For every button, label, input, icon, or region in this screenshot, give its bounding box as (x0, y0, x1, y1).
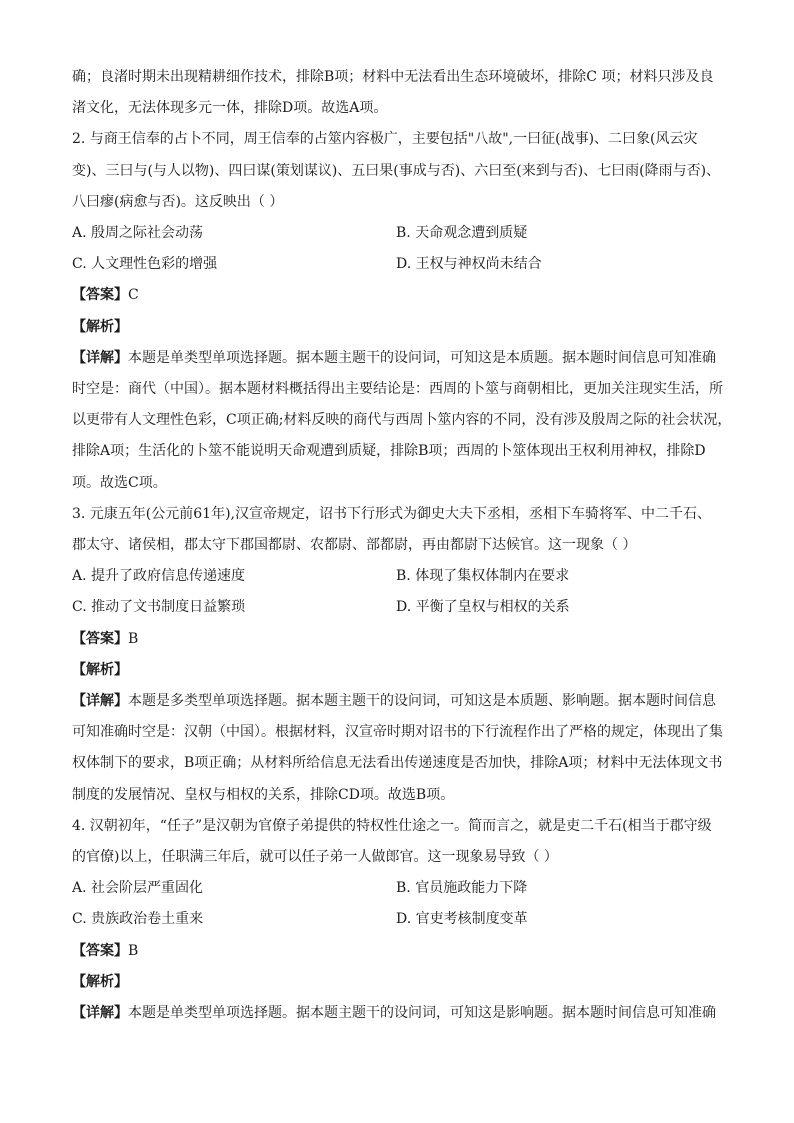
options-row (72, 592, 732, 623)
answer-line (72, 280, 732, 311)
answer-line (72, 936, 732, 967)
detail-line (72, 686, 732, 717)
option-b: B. 体现了集权体制内在要求 (396, 568, 570, 585)
detail-tag: 【详解】 (72, 1005, 128, 1022)
question-3 (72, 499, 732, 811)
detail-line: 权体制下的要求，B项正确；从材料所给信息无法看出传递速度是否加快，排除A项；材料中无法体现文书 (72, 755, 723, 772)
detail-line (72, 343, 732, 374)
question-stem-line: 2. 与商王信奉的占卜不同，周王信奉的占筮内容极广，主要包括"八故",一曰征(战事)、二曰象(风云灾 (72, 131, 698, 148)
option-c: C. 推动了文书制度日益繁琐 (72, 599, 246, 616)
detail-tag: 【详解】 (72, 349, 128, 366)
options-row (72, 249, 732, 280)
detail-line: 可知准确时空是：汉朝（中国）。根据材料，汉宣帝时期对诏书的下行流程作出了严格的规定，体现出了集 (72, 724, 723, 741)
analysis-heading (72, 967, 732, 998)
options-row (72, 904, 732, 935)
detail-line: 时空是：商代（中国）。据本题材料概括得出主要结论是：西周的卜筮与商朝相比，更加关注现实生活，所 (72, 381, 723, 398)
option-d: D. 平衡了皇权与相权的关系 (396, 599, 570, 616)
detail-line (72, 998, 732, 1029)
text-line: 渚文化，无法体现多元一体，排除D项。故选A项。 (72, 100, 388, 117)
option-c: C. 人文理性色彩的增强 (72, 256, 218, 273)
options-row (72, 218, 732, 249)
answer-value: B (128, 942, 139, 959)
question-stem-line: 八曰瘳(病愈与否)。这反映出（ ） (72, 193, 284, 210)
question-stem-line: 变)、三曰与(与人以物)、四曰谋(策划谋议)、五曰果(事成与否)、六曰至(来到与否)、七曰雨(降雨与否)、 (72, 162, 721, 179)
analysis-heading (72, 312, 732, 343)
question-1-explanation-tail (72, 62, 732, 124)
options-row (72, 873, 732, 904)
detail-line: 制度的发展情况、皇权与相权的关系，排除CD项。故选B项。 (72, 786, 455, 803)
option-a: A. 社会阶层严重固化 (72, 880, 204, 897)
answer-value: C (128, 287, 139, 304)
analysis-tag: 【解析】 (72, 973, 128, 990)
question-stem-line: 的官僚)以上，任职满三年后，就可以任子弟一人做郎官。这一现象易导致（ ） (72, 849, 558, 866)
question-stem-line: 3. 元康五年(公元前61年),汉宣帝规定，诏书下行形式为御史大夫下丞相，丞相下车骑将军、中二千石、 (72, 505, 711, 522)
question-stem-line: 郡太守、诸侯相，郡太守下郡国都尉、农都尉、部都尉，再由都尉下达候官。这一现象（ ） (72, 537, 637, 554)
detail-line: 以更带有人文理性色彩，C项正确;材料反映的商代与西周卜筮内容的不同，没有涉及殷周之际的社会状况， (72, 412, 732, 429)
options-row (72, 561, 732, 592)
detail-text: 本题是单类型单项选择题。据本题主题干的设问词，可知这是本质题。据本题时间信息可知准确 (128, 349, 716, 366)
question-2 (72, 124, 732, 498)
option-d: D. 王权与神权尚未结合 (396, 256, 542, 273)
analysis-heading (72, 655, 732, 686)
option-b: B. 官员施政能力下降 (396, 880, 528, 897)
detail-text: 本题是单类型单项选择题。据本题主题干的设问词，可知这是影响题。据本题时间信息可知准确 (128, 1005, 716, 1022)
question-stem-line: 4. 汉朝初年，“任子”是汉朝为官僚子弟提供的特权性仕途之一。简而言之，就是吏二千石(相当于郡守级 (72, 817, 712, 834)
analysis-tag: 【解析】 (72, 661, 128, 678)
analysis-tag: 【解析】 (72, 318, 128, 335)
option-a: A. 提升了政府信息传递速度 (72, 568, 246, 585)
answer-tag: 【答案】 (72, 287, 128, 304)
detail-text: 本题是多类型单项选择题。据本题主题干的设问词，可知这是本质题、影响题。据本题时间信息 (128, 693, 716, 710)
option-b: B. 天命观念遭到质疑 (396, 225, 528, 242)
answer-tag: 【答案】 (72, 630, 128, 647)
option-d: D. 官吏考核制度变革 (396, 911, 528, 928)
option-a: A. 殷周之际社会动荡 (72, 225, 204, 242)
text-line: 确；良渚时期未出现精耕细作技术，排除B项；材料中无法看出生态环境破坏，排除C 项；材料只涉及良 (72, 69, 714, 85)
answer-value: B (128, 630, 139, 647)
detail-line: 项。故选C项。 (72, 474, 167, 491)
answer-tag: 【答案】 (72, 942, 128, 959)
answer-line (72, 624, 732, 655)
question-4 (72, 811, 732, 1029)
document-page (72, 62, 732, 1029)
detail-line: 排除A项；生活化的卜筮不能说明天命观遭到质疑，排除B项；西周的卜筮体现出王权利用神权，排除D (72, 443, 706, 460)
option-c: C. 贵族政治卷土重来 (72, 911, 204, 928)
detail-tag: 【详解】 (72, 693, 128, 710)
